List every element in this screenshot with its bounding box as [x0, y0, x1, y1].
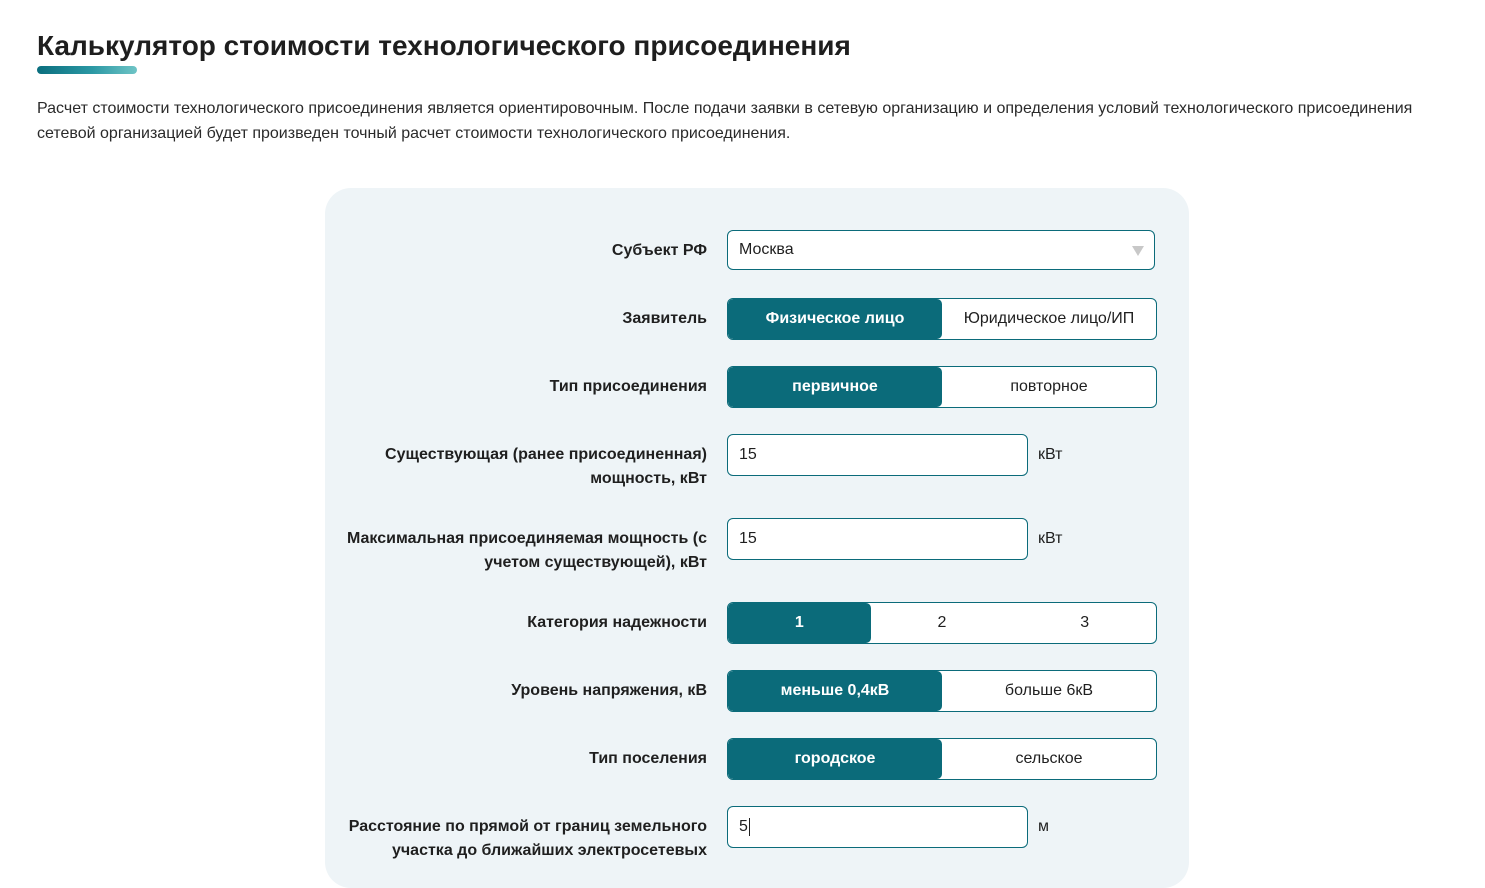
reliability-toggle	[727, 602, 1157, 644]
connection-type-option-repeat[interactable]: повторное	[1010, 378, 1088, 395]
applicant-toggle	[727, 298, 1157, 340]
chevron-down-icon	[1132, 246, 1144, 256]
distance-input[interactable]	[727, 806, 1028, 848]
reliability-option-2[interactable]: 2	[937, 614, 947, 631]
voltage-toggle	[727, 670, 1157, 712]
distance-value: 5	[739, 818, 748, 835]
max-power-unit: кВт	[1038, 530, 1063, 547]
settlement-toggle	[727, 738, 1157, 780]
settlement-option-rural[interactable]: сельское	[1015, 750, 1083, 767]
page-title: Калькулятор стоимости технологического присоединения	[37, 30, 851, 61]
settlement-label: Тип поселения	[589, 750, 707, 767]
text-cursor	[749, 818, 750, 836]
voltage-option-high[interactable]: больше 6кВ	[1004, 682, 1094, 699]
settlement-option-urban[interactable]: городское	[728, 739, 942, 779]
intro-text: Расчет стоимости технологического присоединения является ориентировочным. После подачи заявки в сетевую организацию и определения условий технологического присоединения сетевой организацией будет произведен точный расчет стоимости технологического присоединения.	[37, 100, 1413, 142]
existing-power-unit: кВт	[1038, 446, 1063, 463]
voltage-label: Уровень напряжения, кВ	[511, 682, 707, 699]
calculator-panel	[325, 188, 1189, 888]
existing-power-label: Существующая (ранее присоединенная) мощность, кВт	[385, 446, 707, 487]
connection-type-option-primary[interactable]: первичное	[728, 367, 942, 407]
applicant-label: Заявитель	[622, 310, 707, 327]
connection-type-label: Тип присоединения	[549, 378, 707, 395]
title-underline	[37, 66, 137, 74]
applicant-option-legal[interactable]: Юридическое лицо/ИП	[963, 310, 1135, 327]
connection-type-toggle	[727, 366, 1157, 408]
region-value: Москва	[739, 241, 794, 258]
distance-label: Расстояние по прямой от границ земельного участка до ближайших электросетевых	[348, 818, 707, 859]
max-power-input[interactable]: 15	[727, 518, 1028, 560]
distance-unit: м	[1038, 818, 1049, 835]
region-select[interactable]	[727, 230, 1155, 270]
reliability-option-1[interactable]: 1	[728, 603, 871, 643]
reliability-label: Категория надежности	[527, 614, 707, 631]
max-power-label: Максимальная присоединяемая мощность (с учетом существующей), кВт	[346, 530, 707, 571]
reliability-option-3[interactable]: 3	[1080, 614, 1090, 631]
region-label: Субъект РФ	[611, 242, 707, 259]
existing-power-input[interactable]: 15	[727, 434, 1028, 476]
voltage-option-low[interactable]: меньше 0,4кВ	[728, 671, 942, 711]
applicant-option-individual[interactable]: Физическое лицо	[728, 299, 942, 339]
